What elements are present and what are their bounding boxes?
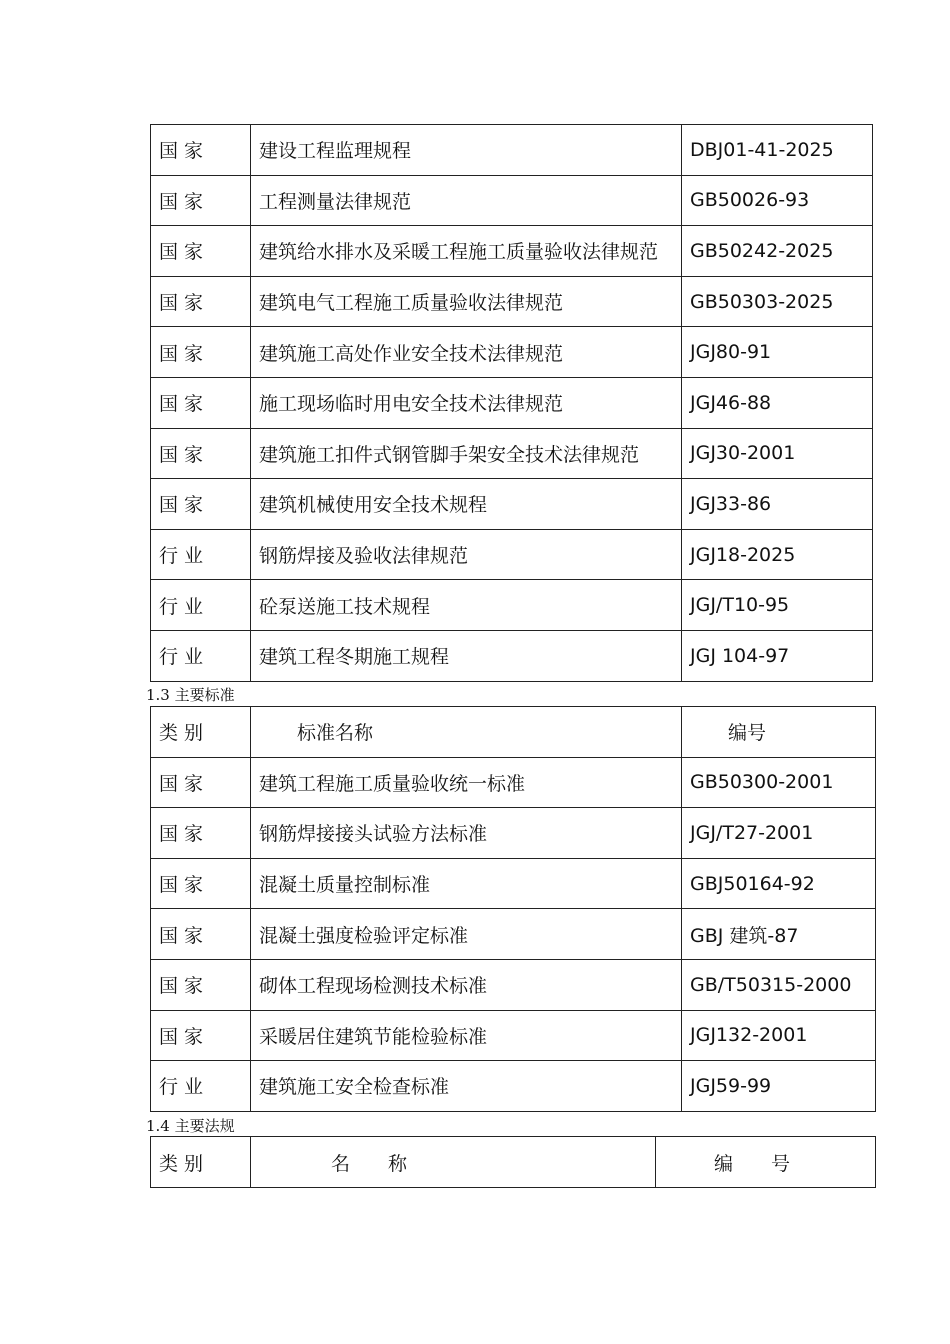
name-cell: 施工现场临时用电安全技术法律规范: [251, 377, 682, 428]
section-heading-regulations: 1.4 主要法规: [146, 1117, 235, 1135]
code-cell: JGJ 104-97: [682, 630, 873, 681]
code-cell: JGJ30-2001: [682, 428, 873, 479]
table-row: [151, 479, 873, 530]
category-cell: 国 家: [151, 808, 251, 859]
standards-table: [150, 706, 876, 1112]
name-cell: 钢筋焊接接头试验方法标准: [251, 808, 682, 859]
code-cell: GBJ50164-92: [682, 858, 876, 909]
name-cell: 工程测量法律规范: [251, 175, 682, 226]
name-cell: 建筑工程冬期施工规程: [251, 630, 682, 681]
name-cell: 建筑施工扣件式钢管脚手架安全技术法律规范: [251, 428, 682, 479]
table-row: [151, 175, 873, 226]
table-row: [151, 808, 876, 859]
header-code: 编 号: [656, 1137, 876, 1188]
table-row: [151, 959, 876, 1010]
table-row: [151, 757, 876, 808]
code-cell: JGJ33-86: [682, 479, 873, 530]
table-row: [151, 529, 873, 580]
code-cell: JGJ/T27-2001: [682, 808, 876, 859]
table-row: [151, 1010, 876, 1061]
table-header-row: [151, 1137, 876, 1188]
table-row: [151, 630, 873, 681]
category-cell: 国 家: [151, 226, 251, 277]
table-row: [151, 226, 873, 277]
category-cell: 国 家: [151, 858, 251, 909]
name-cell: 建设工程监理规程: [251, 125, 682, 176]
code-cell: GB50303-2025: [682, 276, 873, 327]
table-row: [151, 276, 873, 327]
name-cell: 采暖居住建筑节能检验标准: [251, 1010, 682, 1061]
category-cell: 行 业: [151, 580, 251, 631]
code-cell: DBJ01-41-2025: [682, 125, 873, 176]
code-cell: JGJ18-2025: [682, 529, 873, 580]
category-cell: 国 家: [151, 428, 251, 479]
header-name: 标准名称: [251, 707, 682, 758]
code-cell: JGJ132-2001: [682, 1010, 876, 1061]
code-cell: GB50026-93: [682, 175, 873, 226]
table-row: [151, 858, 876, 909]
header-category: 类 别: [151, 1137, 251, 1188]
category-cell: 行 业: [151, 1061, 251, 1112]
name-cell: 建筑施工安全检查标准: [251, 1061, 682, 1112]
category-cell: 国 家: [151, 479, 251, 530]
regulations-table: [150, 1136, 876, 1188]
category-cell: 行 业: [151, 529, 251, 580]
code-cell: GBJ 建筑-87: [682, 909, 876, 960]
category-cell: 行 业: [151, 630, 251, 681]
category-cell: 国 家: [151, 175, 251, 226]
code-cell: GB50300-2001: [682, 757, 876, 808]
category-cell: 国 家: [151, 125, 251, 176]
code-cell: GB/T50315-2000: [682, 959, 876, 1010]
category-cell: 国 家: [151, 276, 251, 327]
table-row: [151, 125, 873, 176]
table-row: [151, 428, 873, 479]
name-cell: 建筑机械使用安全技术规程: [251, 479, 682, 530]
category-cell: 国 家: [151, 909, 251, 960]
table-header-row: [151, 707, 876, 758]
category-cell: 国 家: [151, 377, 251, 428]
header-name: 名 称: [251, 1137, 656, 1188]
name-cell: 建筑工程施工质量验收统一标准: [251, 757, 682, 808]
table-row: [151, 580, 873, 631]
name-cell: 砌体工程现场检测技术标准: [251, 959, 682, 1010]
code-cell: JGJ46-88: [682, 377, 873, 428]
code-cell: JGJ/T10-95: [682, 580, 873, 631]
name-cell: 混凝土质量控制标准: [251, 858, 682, 909]
header-category: 类 别: [151, 707, 251, 758]
name-cell: 钢筋焊接及验收法律规范: [251, 529, 682, 580]
category-cell: 国 家: [151, 1010, 251, 1061]
name-cell: 建筑电气工程施工质量验收法律规范: [251, 276, 682, 327]
name-cell: 建筑给水排水及采暖工程施工质量验收法律规范: [251, 226, 682, 277]
header-code: 编号: [682, 707, 876, 758]
specs-table: [150, 124, 873, 682]
table-row: [151, 1061, 876, 1112]
code-cell: GB50242-2025: [682, 226, 873, 277]
category-cell: 国 家: [151, 959, 251, 1010]
category-cell: 国 家: [151, 757, 251, 808]
name-cell: 建筑施工高处作业安全技术法律规范: [251, 327, 682, 378]
section-heading-standards: 1.3 主要标准: [146, 686, 235, 704]
code-cell: JGJ80-91: [682, 327, 873, 378]
table-row: [151, 377, 873, 428]
category-cell: 国 家: [151, 327, 251, 378]
name-cell: 混凝土强度检验评定标准: [251, 909, 682, 960]
name-cell: 砼泵送施工技术规程: [251, 580, 682, 631]
table-row: [151, 909, 876, 960]
code-cell: JGJ59-99: [682, 1061, 876, 1112]
table-row: [151, 327, 873, 378]
